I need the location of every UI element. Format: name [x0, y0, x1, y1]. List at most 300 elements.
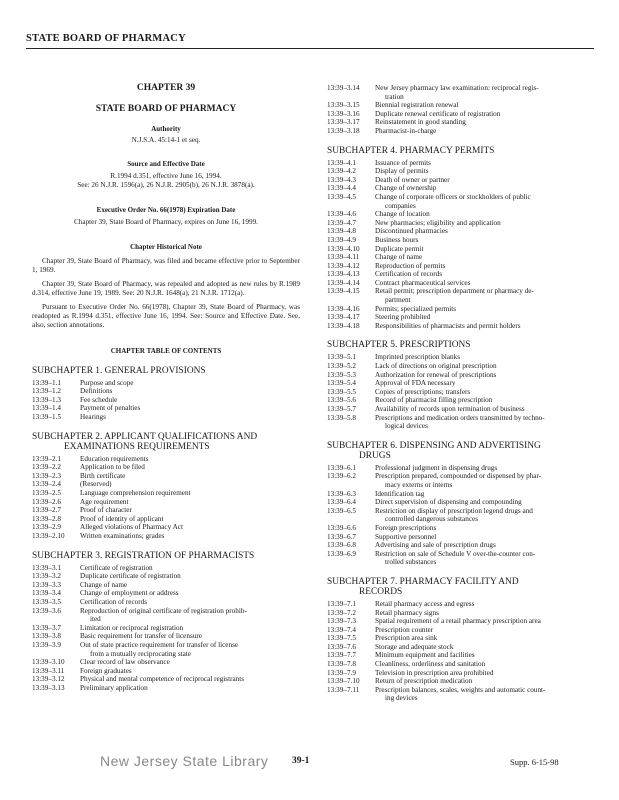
left-column — [32, 84, 300, 693]
section-title — [375, 524, 595, 533]
history-paragraph: Pursuant to Executive Order No. 66(1978), Chapter 39, State Board of Pharmacy, was readopted as R.1994 d.351, effective June 16, 1994. See: Source and Effective Date. See, also, section annotations. — [32, 303, 300, 329]
section-title-text: Permits; specialized permits — [375, 304, 457, 313]
section-number: 13:39–6.9 — [327, 549, 356, 558]
section-number: 13:39–1.4 — [32, 404, 61, 413]
section-title-text: Storage and adequate stock — [375, 642, 454, 651]
section-number: 13:39–6.8 — [327, 541, 356, 550]
section-number: 13:39–6.6 — [327, 523, 356, 532]
section-title-text: Record of pharmacist filling prescription — [375, 396, 493, 405]
toc-entry — [327, 127, 595, 136]
section-title-text: Duplicate certificate of registration — [80, 572, 181, 581]
section-title — [375, 127, 595, 136]
section-title-text: Change of name — [375, 253, 423, 262]
subchapter-heading — [327, 340, 595, 350]
section-title-text: Preliminary application — [80, 683, 148, 692]
section-number: 13:39–4.18 — [327, 321, 360, 330]
section-title-text: Change of employment or address — [80, 589, 179, 598]
section-number: 13:39–7.8 — [327, 660, 356, 669]
section-number: 13:39–7.9 — [327, 668, 356, 677]
section-title-continued: tration — [385, 92, 404, 101]
section-title-text: Prescription balances, scales, weights and automatic count- — [375, 685, 546, 694]
section-title-text: Prescription prepared, compounded or dispensed by phar- — [375, 472, 542, 481]
section-title-text: Prescription area sink — [375, 634, 438, 643]
section-title-text: Hearings — [80, 413, 106, 422]
section-number: 13:39–4.16 — [327, 304, 360, 313]
toc-entry — [327, 617, 595, 626]
section-title-text: Language comprehension requirement — [80, 489, 191, 498]
section-title — [375, 167, 595, 176]
subchapter-items — [32, 564, 300, 693]
section-title-text: New pharmacies; eligibility and application — [375, 218, 501, 227]
section-title-text: Professional judgment in dispensing drugs — [375, 463, 498, 472]
toc-entry — [327, 362, 595, 371]
toc-entry — [327, 193, 595, 210]
section-number: 13:39–5.6 — [327, 396, 356, 405]
section-title-continued: ited — [90, 615, 101, 624]
section-number: 13:39–3.12 — [32, 675, 65, 684]
section-title — [375, 626, 595, 635]
section-title — [80, 413, 300, 422]
section-title — [375, 533, 595, 542]
section-number: 13:39–3.15 — [327, 101, 360, 110]
section-number: 13:39–6.4 — [327, 498, 356, 507]
section-title — [375, 490, 595, 499]
section-title-text: Foreign prescriptions — [375, 523, 437, 532]
toc-entry — [32, 506, 300, 515]
source-line: See: 26 N.J.R. 1596(a), 26 N.J.R. 2905(b), 26 N.J.R. 3878(a). — [77, 180, 255, 189]
section-number: 13:39–7.10 — [327, 677, 360, 686]
section-title-text: Lack of directions on original prescription — [375, 362, 497, 371]
section-number: 13:39–4.6 — [327, 210, 356, 219]
source-heading: Source and Effective Date — [127, 160, 205, 169]
section-title — [80, 589, 300, 598]
section-title-text: New Jersey pharmacy law examination: reciprocal regis- — [375, 84, 539, 92]
section-number: 13:39–2.1 — [32, 454, 61, 463]
section-title — [375, 414, 595, 431]
section-number: 13:39–6.2 — [327, 472, 356, 481]
toc-entry — [327, 236, 595, 245]
section-title — [375, 686, 595, 703]
section-title — [375, 362, 595, 371]
section-title — [80, 598, 300, 607]
toc-entry — [32, 515, 300, 524]
section-title — [375, 643, 595, 652]
section-number: 13:39–5.8 — [327, 413, 356, 422]
section-title-text: Approval of FDA necessary — [375, 379, 456, 388]
section-title-text: Proof of character — [80, 506, 132, 515]
subchapter-heading-line: SUBCHAPTER 4. PHARMACY PERMITS — [327, 145, 495, 156]
section-title-text: Steering prohibited — [375, 313, 431, 322]
toc-entry — [327, 101, 595, 110]
section-title-text: Supportive personnel — [375, 532, 437, 541]
section-title — [80, 463, 300, 472]
toc-entry — [327, 524, 595, 533]
toc-entry — [327, 270, 595, 279]
section-title-text: Retail pharmacy access and egress — [375, 599, 475, 608]
section-title — [80, 564, 300, 573]
section-title-text: Fee schedule — [80, 395, 118, 404]
section-title — [375, 176, 595, 185]
section-number: 13:39–6.7 — [327, 532, 356, 541]
section-title — [375, 227, 595, 236]
toc-entry — [327, 371, 595, 380]
section-number: 13:39–2.3 — [32, 471, 61, 480]
section-title-text: Biennial registration renewal — [375, 101, 459, 110]
section-number: 13:39–1.3 — [32, 395, 61, 404]
toc-entry — [327, 609, 595, 618]
library-watermark: New Jersey State Library — [100, 753, 269, 769]
section-title — [375, 313, 595, 322]
section-title-text: Copies of prescriptions; transfers — [375, 387, 471, 396]
section-title-continued: logical devices — [385, 422, 428, 431]
section-title — [80, 667, 300, 676]
toc-entry — [327, 490, 595, 499]
subchapter-heading — [327, 577, 595, 597]
toc-entry — [327, 660, 595, 669]
toc-entry — [327, 541, 595, 550]
section-title — [375, 236, 595, 245]
section-number: 13:39–1.1 — [32, 378, 61, 387]
section-title — [375, 498, 595, 507]
section-title-text: Change of location — [375, 210, 430, 219]
toc-entry — [32, 413, 300, 422]
section-title — [375, 677, 595, 686]
section-title — [80, 532, 300, 541]
section-title-continued: controlled dangerous substances — [385, 515, 479, 524]
section-title-text: Education requirements — [80, 454, 149, 463]
section-number: 13:39–4.10 — [327, 244, 360, 253]
toc-entry — [327, 472, 595, 489]
toc-entry — [32, 572, 300, 581]
section-number: 13:39–3.10 — [32, 658, 65, 667]
section-number: 13:39–5.2 — [327, 362, 356, 371]
section-title-text: Change of corporate officers or stockholders of public — [375, 192, 531, 201]
section-number: 13:39–7.1 — [327, 599, 356, 608]
toc-entry — [32, 607, 300, 624]
toc-entry — [327, 305, 595, 314]
toc-entry — [327, 634, 595, 643]
section-title-text: Spatial requirement of a retail pharmacy prescription area — [375, 617, 541, 626]
section-title-text: Reproduction of permits — [375, 261, 446, 270]
toc-entry — [327, 279, 595, 288]
toc-entry — [327, 219, 595, 228]
toc-entry — [327, 245, 595, 254]
section-title — [375, 159, 595, 168]
section-number: 13:39–4.12 — [327, 261, 360, 270]
section-title — [375, 253, 595, 262]
section-number: 13:39–3.11 — [32, 666, 65, 675]
toc-entry — [32, 404, 300, 413]
section-title — [80, 396, 300, 405]
toc-entry — [32, 455, 300, 464]
toc-heading: CHAPTER TABLE OF CONTENTS — [110, 347, 222, 356]
toc-entry — [327, 287, 595, 304]
section-title-text: Payment of penalties — [80, 404, 141, 413]
section-title-text: Certificate of registration — [80, 563, 153, 572]
toc-entry — [32, 684, 300, 693]
section-number: 13:39–2.2 — [32, 463, 61, 472]
toc-entry — [32, 472, 300, 481]
section-number: 13:39–5.1 — [327, 353, 356, 362]
running-header: STATE BOARD OF PHARMACY — [26, 33, 186, 44]
authority-heading: Authority — [151, 125, 181, 134]
toc-entry — [32, 396, 300, 405]
section-number: 13:39–2.8 — [32, 514, 61, 523]
section-title-text: Authorization for renewal of prescriptions — [375, 370, 497, 379]
section-number: 13:39–4.3 — [327, 175, 356, 184]
subchapter-heading-line: SUBCHAPTER 1. GENERAL PROVISIONS — [32, 365, 206, 376]
section-title-text: Display of permits — [375, 167, 429, 176]
section-number: 13:39–4.4 — [327, 184, 356, 193]
section-title — [80, 684, 300, 693]
section-title — [375, 651, 595, 660]
toc-entry — [32, 480, 300, 489]
toc-entry — [32, 667, 300, 676]
section-title — [375, 84, 595, 101]
toc-entry — [327, 677, 595, 686]
chapter-name: STATE BOARD OF PHARMACY — [95, 103, 237, 114]
section-title-text: Contract pharmaceutical services — [375, 278, 471, 287]
section-title-text: Alleged violations of Pharmacy Act — [80, 523, 183, 532]
section-title — [80, 641, 300, 658]
section-number: 13:39–4.11 — [327, 253, 360, 262]
section-number: 13:39–1.5 — [32, 413, 61, 422]
section-number: 13:39–4.7 — [327, 218, 356, 227]
section-title — [375, 101, 595, 110]
section-number: 13:39–5.4 — [327, 379, 356, 388]
section-title-text: Birth certificate — [80, 471, 126, 480]
section-number: 13:39–4.5 — [327, 192, 356, 201]
section-number: 13:39–3.18 — [327, 126, 360, 135]
section-title — [375, 184, 595, 193]
section-title-text: Restriction on display of prescription legend drugs and — [375, 506, 533, 515]
section-number: 13:39–6.1 — [327, 463, 356, 472]
left-toc — [32, 366, 300, 693]
subchapter-items — [327, 600, 595, 703]
section-title-text: Basic requirement for transfer of licensure — [80, 632, 202, 641]
section-title — [375, 118, 595, 127]
section-number: 13:39–4.1 — [327, 158, 356, 167]
section-title-text: Prescription counter — [375, 625, 434, 634]
section-title — [375, 396, 595, 405]
toc-entry — [32, 675, 300, 684]
section-number: 13:39–3.9 — [32, 640, 61, 649]
toc-entry — [32, 379, 300, 388]
section-number: 13:39–3.4 — [32, 589, 61, 598]
section-number: 13:39–3.7 — [32, 623, 61, 632]
section-title — [80, 498, 300, 507]
page-number: 39-1 — [292, 756, 310, 766]
toc-entry — [327, 176, 595, 185]
history-heading: Chapter Historical Note — [130, 243, 202, 252]
section-number: 13:39–2.10 — [32, 532, 65, 540]
section-number: 13:39–2.7 — [32, 506, 61, 515]
subchapter-heading — [32, 432, 300, 452]
subchapter-heading — [32, 551, 300, 561]
section-title-text: Clear record of law observance — [80, 658, 170, 667]
section-title — [80, 624, 300, 633]
authority-text: N.J.S.A. 45:14-1 et seq. — [131, 135, 201, 144]
toc-entry — [32, 523, 300, 532]
section-title — [375, 353, 595, 362]
section-title-text: Business hours — [375, 235, 419, 244]
section-number: 13:39–7.4 — [327, 625, 356, 634]
section-title-text: Cleanliness, orderliness and sanitation — [375, 660, 486, 669]
exec-heading: Executive Order No. 66(1978) Expiration Date — [96, 206, 236, 215]
section-title-continued: macy externs or interns — [385, 480, 453, 489]
subchapter-heading-line: SUBCHAPTER 3. REGISTRATION OF PHARMACISTS — [32, 550, 255, 561]
section-title — [375, 305, 595, 314]
section-number: 13:39–2.4 — [32, 480, 61, 489]
section-title — [375, 464, 595, 473]
section-title — [375, 210, 595, 219]
toc-entry — [327, 159, 595, 168]
toc-entry — [327, 379, 595, 388]
section-number: 13:39–7.7 — [327, 651, 356, 660]
toc-entry — [327, 388, 595, 397]
toc-entry — [327, 626, 595, 635]
section-title-text: Prescriptions and medication orders transmitted by techno- — [375, 413, 545, 422]
toc-entry — [327, 110, 595, 119]
section-number: 13:39–6.5 — [327, 506, 356, 515]
section-title-text: Restriction on sale of Schedule V over-the-counter con- — [375, 549, 536, 558]
toc-entry — [327, 118, 595, 127]
toc-entry — [32, 532, 300, 541]
section-title-text: Limitation or reciprocal registration — [80, 623, 184, 632]
section-title-text: Television in prescription area prohibited — [375, 668, 494, 677]
toc-entry — [327, 262, 595, 271]
section-title-text: (Reserved) — [80, 480, 112, 489]
section-title — [375, 472, 595, 489]
toc-entry — [327, 253, 595, 262]
toc-entry — [32, 581, 300, 590]
subchapter-items — [32, 379, 300, 422]
source-line: R.1994 d.351, effective June 16, 1994. — [110, 171, 222, 180]
section-title — [375, 110, 595, 119]
subchapter-heading-line: SUBCHAPTER 6. DISPENSING AND ADVERTISING — [327, 440, 541, 451]
subchapter-items — [32, 455, 300, 541]
subchapter-heading-line: DRUGS — [359, 450, 391, 461]
section-number: 13:39–3.14 — [327, 84, 360, 92]
subchapter-items — [327, 464, 595, 567]
toc-entry — [327, 651, 595, 660]
section-title — [375, 550, 595, 567]
toc-entry — [32, 632, 300, 641]
right-toc-continued — [327, 84, 595, 136]
section-title-text: Change of ownership — [375, 184, 437, 193]
toc-entry — [327, 353, 595, 362]
section-title — [80, 404, 300, 413]
section-title-text: Responsibilities of pharmacists and permit holders — [375, 321, 521, 330]
toc-entry — [327, 210, 595, 219]
section-title — [80, 675, 300, 684]
section-title — [375, 245, 595, 254]
subchapter-heading — [327, 146, 595, 156]
section-title-text: Written examinations; grades — [80, 532, 165, 540]
history-paragraph: Chapter 39, State Board of Pharmacy, was repealed and adopted as new rules by R.1989 d.314, effective June 19, 1989. See: 20 N.J.R. 1648(a), 21 N.J.R. 1712(a). — [32, 280, 300, 297]
subchapter-heading-line: SUBCHAPTER 5. PRESCRIPTIONS — [327, 340, 471, 351]
section-number: 13:39–3.16 — [327, 109, 360, 118]
section-title-text: Retail pharmacy signs — [375, 608, 439, 617]
toc-entry — [32, 624, 300, 633]
section-number: 13:39–4.8 — [327, 227, 356, 236]
section-title-text: Discontinued pharmacies — [375, 227, 448, 236]
section-title — [375, 405, 595, 414]
section-title-continued: from a mutually reciprocating state — [90, 649, 191, 658]
section-number: 13:39–5.3 — [327, 370, 356, 379]
section-title-text: Issuance of permits — [375, 158, 431, 167]
toc-entry — [327, 643, 595, 652]
section-title — [375, 669, 595, 678]
section-title — [80, 572, 300, 581]
toc-entry — [327, 686, 595, 703]
section-title — [80, 515, 300, 524]
section-title-text: Age requirement — [80, 497, 129, 506]
subchapter-items — [327, 159, 595, 331]
section-title-text: Certification of records — [375, 270, 443, 279]
section-title-text: Death of owner or partner — [375, 175, 450, 184]
section-number: 13:39–7.3 — [327, 617, 356, 626]
section-number: 13:39–5.7 — [327, 405, 356, 413]
section-title-text: Change of name — [80, 580, 128, 589]
section-title — [80, 658, 300, 667]
section-number: 13:39–3.13 — [32, 683, 65, 692]
section-title — [80, 632, 300, 641]
section-title-continued: companies — [385, 201, 416, 210]
section-title-continued: ing devices — [385, 694, 418, 703]
toc-entry — [32, 387, 300, 396]
toc-entry — [327, 507, 595, 524]
section-number: 13:39–3.1 — [32, 563, 61, 572]
toc-entry — [327, 84, 595, 101]
supplement-date: Supp. 6-15-98 — [510, 757, 559, 767]
section-title — [80, 455, 300, 464]
section-title-text: Proof of identity of applicant — [80, 514, 164, 523]
toc-entry — [327, 405, 595, 414]
section-title — [80, 472, 300, 481]
section-title-text: Direct supervision of dispensing and compounding — [375, 498, 522, 507]
section-title — [375, 600, 595, 609]
right-column — [327, 84, 595, 703]
section-number: 13:39–3.5 — [32, 597, 61, 606]
toc-entry — [32, 641, 300, 658]
history-paragraph: Chapter 39, State Board of Pharmacy, was filed and became effective prior to September 1, 1969. — [32, 256, 300, 274]
toc-entry — [32, 598, 300, 607]
subchapter-heading-line: EXAMINATIONS REQUIREMENTS — [64, 441, 210, 452]
section-number: 13:39–3.8 — [32, 632, 61, 641]
section-title-text: Foreign graduates — [80, 666, 132, 675]
section-title — [375, 371, 595, 380]
section-title — [375, 279, 595, 288]
toc-entry — [32, 564, 300, 573]
section-number: 13:39–4.9 — [327, 235, 356, 244]
section-title — [375, 262, 595, 271]
section-number: 13:39–3.2 — [32, 572, 61, 581]
section-title-text: Duplicate renewal certificate of registration — [375, 109, 501, 118]
section-number: 13:39–6.3 — [327, 489, 356, 498]
section-title-text: Imprinted prescription blanks — [375, 353, 461, 362]
section-title-text: Minimum equipment and facilities — [375, 651, 475, 660]
section-title-text: Reinstatement in good standing — [375, 118, 466, 127]
section-number: 13:39–2.9 — [32, 523, 61, 532]
toc-entry — [327, 550, 595, 567]
section-title — [375, 219, 595, 228]
subchapter-heading-line: RECORDS — [359, 586, 403, 597]
section-title-text: Out of state practice requirement for transfer of license — [80, 640, 239, 649]
toc-entry — [327, 227, 595, 236]
section-number: 13:39–7.11 — [327, 685, 360, 694]
section-title-continued: trolled substances — [385, 558, 437, 567]
